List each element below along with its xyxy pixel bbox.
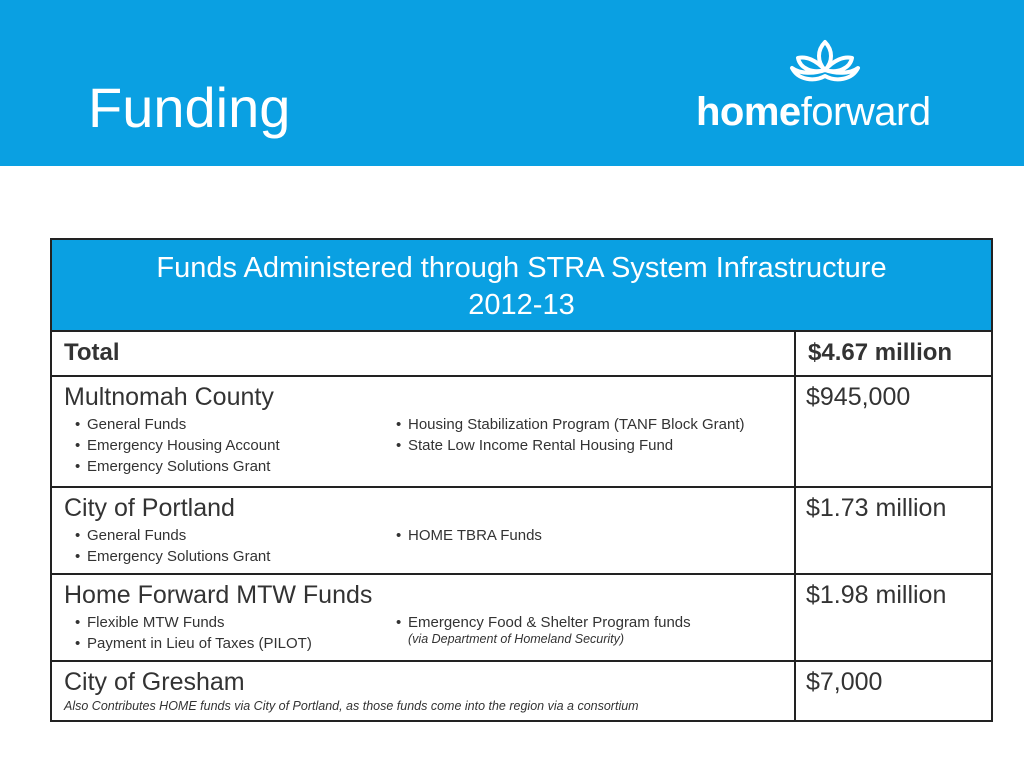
org-name: Home Forward MTW Funds [64, 580, 373, 609]
org-note: Also Contributes HOME funds via City of Portland, as those funds come into the region via a consortium [64, 699, 639, 714]
home-forward-logo [696, 38, 956, 138]
logo-wordmark [696, 92, 931, 132]
amount-cell: $1.98 million [795, 574, 992, 661]
list-item: • Emergency Solutions Grant [64, 546, 385, 567]
table-title-line1: Funds Administered through STRA System Infrastructure [156, 252, 887, 284]
list-item: • Flexible MTW Funds [64, 612, 385, 633]
list-item: • Housing Stabilization Program (TANF Block Grant) [385, 414, 782, 435]
list-item: • General Funds [64, 525, 385, 546]
logo-text-bold: home [696, 90, 801, 134]
table-title [51, 239, 992, 331]
total-amount: $4.67 million [795, 331, 992, 376]
org-cell [51, 487, 795, 574]
table-title-line2: 2012-13 [468, 289, 575, 322]
list-item: • Emergency Food & Shelter Program funds [385, 612, 782, 633]
list-item-note: (via Department of Homeland Security) [408, 631, 625, 646]
table-row [51, 487, 992, 574]
table-row [51, 574, 992, 661]
logo-text-light: forward [800, 90, 931, 134]
table-row [51, 661, 992, 722]
org-cell [51, 661, 795, 722]
lotus-flower-icon [788, 38, 862, 86]
list-item: • Emergency Solutions Grant [64, 456, 385, 477]
header-banner [0, 0, 1024, 166]
total-row [51, 331, 992, 376]
org-cell [51, 574, 795, 661]
funds-table [50, 238, 993, 722]
list-item: • General Funds [64, 414, 385, 435]
amount-cell: $1.73 million [795, 487, 992, 574]
amount-cell: $945,000 [795, 376, 992, 487]
org-name: Multnomah County [64, 383, 274, 412]
list-item: • Emergency Housing Account [64, 435, 385, 456]
org-name: City of Portland [64, 494, 235, 523]
amount-cell: $7,000 [795, 661, 992, 722]
list-item: • Payment in Lieu of Taxes (PILOT) [64, 633, 385, 654]
page-title: Funding [88, 76, 291, 139]
table-row [51, 376, 992, 487]
list-item: • HOME TBRA Funds [385, 525, 782, 546]
list-item: • State Low Income Rental Housing Fund [385, 435, 782, 456]
org-cell [51, 376, 795, 487]
total-label: Total [51, 331, 795, 376]
org-name: City of Gresham [64, 667, 245, 696]
